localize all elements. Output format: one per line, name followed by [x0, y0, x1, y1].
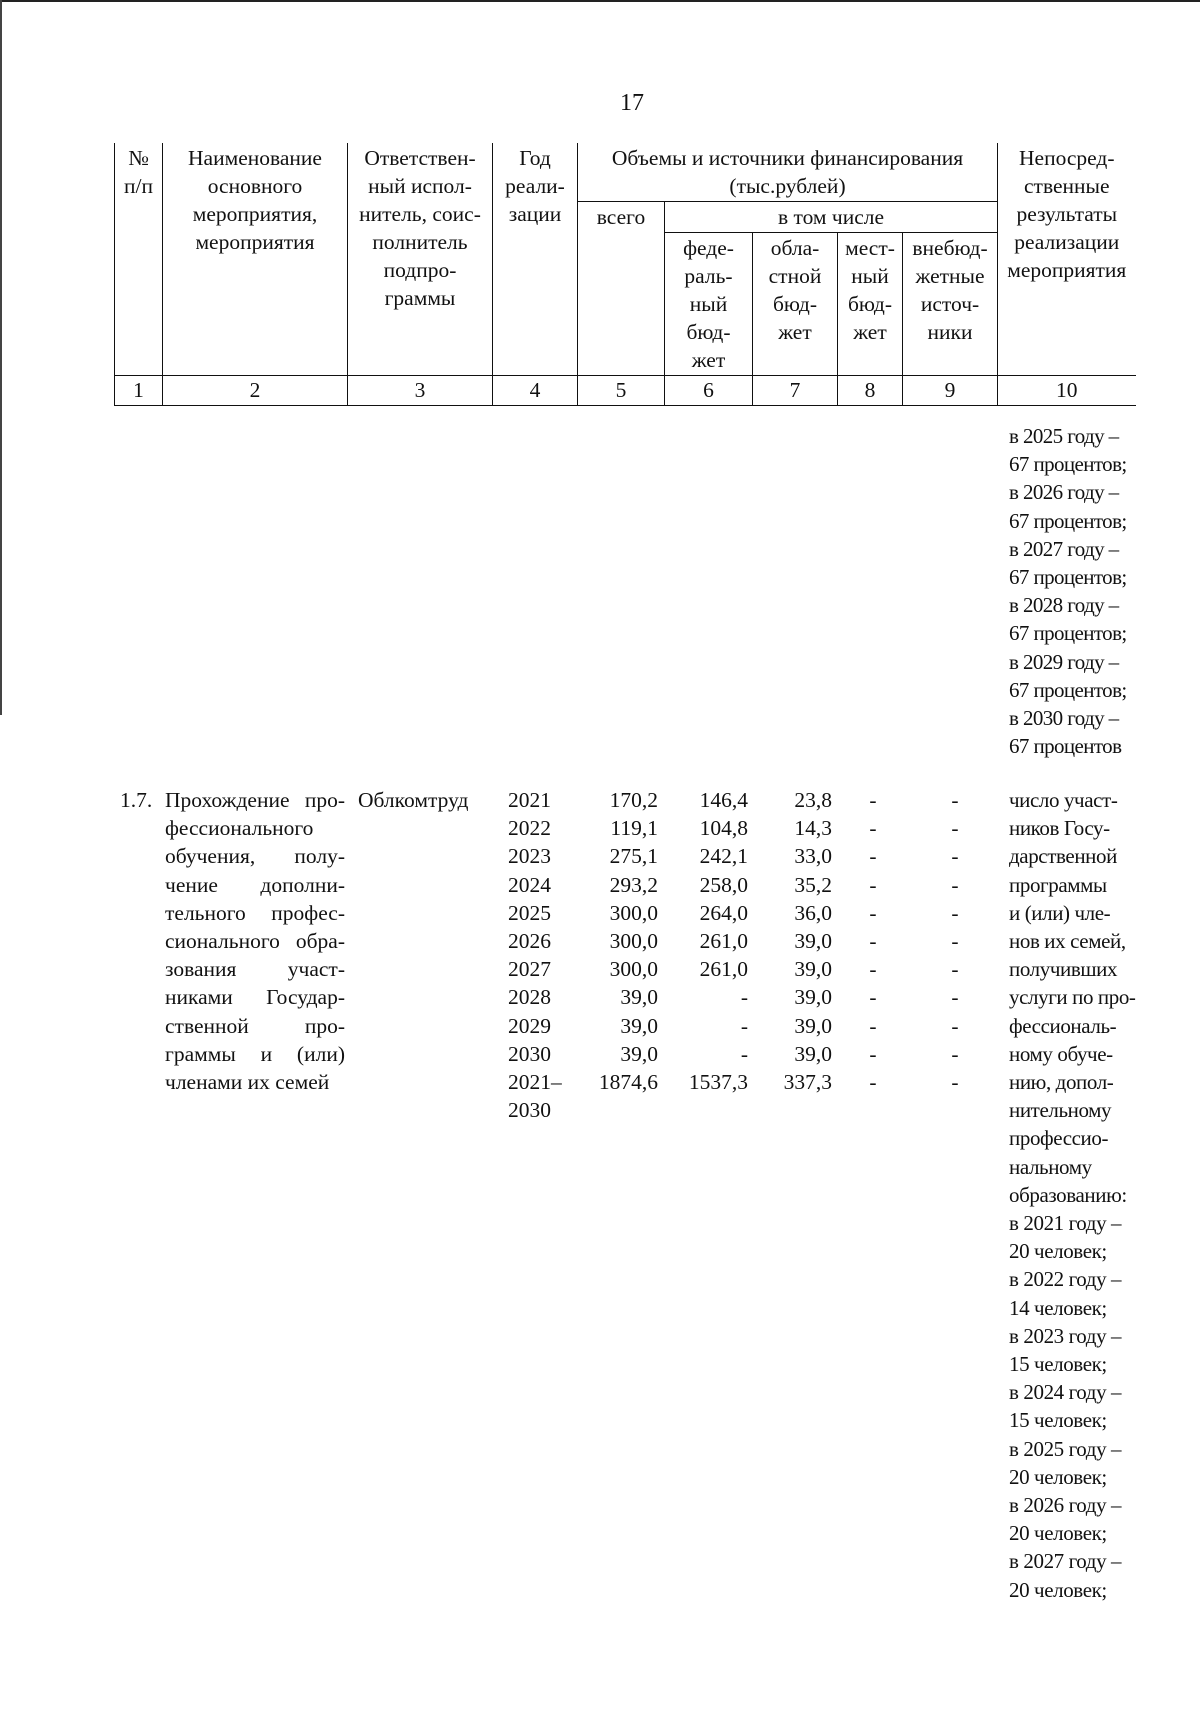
text-line: ный — [689, 292, 728, 316]
text-line: программы — [1009, 872, 1107, 897]
header-name — [163, 143, 348, 376]
text-line: нов их семей, — [1009, 929, 1126, 954]
text-line: ственные — [1024, 174, 1110, 198]
text-line: в 2026 году – — [1009, 480, 1119, 505]
text-line: - — [740, 1013, 748, 1038]
text-line: реализации — [1014, 230, 1120, 254]
text-line: обла- — [770, 236, 820, 260]
text-line: - — [951, 844, 959, 869]
text-line: в 2028 году – — [1009, 593, 1119, 618]
text-line: ников Госу- — [1009, 816, 1110, 841]
text-line: 337,3 — [783, 1070, 832, 1095]
text-line: 67 процентов; — [1009, 508, 1127, 533]
text-line: 39,0 — [620, 985, 658, 1010]
col-number-2: 2 — [163, 376, 348, 406]
text-line: 242,1 — [699, 844, 748, 869]
text-line: полнитель — [372, 230, 468, 254]
text-line: нию, допол- — [1009, 1070, 1114, 1095]
text-line: 293,2 — [609, 872, 658, 897]
text-line: 2030 — [508, 1098, 551, 1123]
text-line: 258,0 — [699, 872, 748, 897]
header-local — [838, 233, 903, 376]
text-line: Прохождение про- — [165, 788, 345, 812]
text-line: 39,0 — [620, 1041, 658, 1066]
text-line: образованию: — [1009, 1182, 1127, 1207]
text-line: мероприятия — [1007, 258, 1127, 282]
text-line: Год — [519, 146, 551, 170]
text-line: 300,0 — [609, 900, 658, 925]
header-column-numbers — [115, 376, 1136, 406]
text-line: 261,0 — [699, 929, 748, 954]
text-line: мероприятия — [195, 230, 315, 254]
continuation-results — [1009, 422, 1139, 760]
text-line: - — [951, 929, 959, 954]
text-line: 20 человек; — [1009, 1521, 1107, 1546]
text-line: в 2027 году – — [1009, 536, 1119, 561]
text-line: 39,0 — [794, 1041, 832, 1066]
text-line: № — [128, 146, 149, 170]
text-line: граммы — [384, 286, 456, 310]
text-line: результаты — [1016, 202, 1118, 226]
header-federal — [665, 233, 753, 376]
text-line: 2027 — [508, 957, 551, 982]
text-line: 33,0 — [794, 844, 832, 869]
text-line: чение дополни- — [165, 872, 345, 897]
text-line: в 2030 году – — [1009, 706, 1119, 731]
text-line: 39,0 — [794, 1013, 832, 1038]
page-top-edge — [0, 0, 1200, 2]
text-line: в 2027 году – — [1009, 1549, 1122, 1574]
text-line: обучения, полу- — [165, 844, 345, 869]
text-line: 67 процентов; — [1009, 452, 1127, 477]
text-line: в 2022 году – — [1009, 1267, 1122, 1292]
text-line: получивших — [1009, 957, 1118, 982]
text-line: - — [869, 872, 877, 897]
row-local — [860, 786, 886, 1096]
text-line: 14 человек; — [1009, 1295, 1107, 1320]
page-number: 17 — [620, 90, 644, 116]
text-line: 170,2 — [609, 788, 658, 812]
col-number-9: 9 — [903, 376, 998, 406]
text-line: реали- — [505, 174, 565, 198]
text-line: - — [951, 816, 959, 841]
row-total — [588, 786, 658, 1096]
text-line: в 2025 году – — [1009, 1436, 1122, 1461]
text-line: - — [869, 929, 877, 954]
text-line: ники — [927, 320, 973, 344]
header-table — [114, 143, 1136, 406]
text-line: - — [951, 900, 959, 925]
text-line: 1874,6 — [598, 1070, 658, 1095]
col-number-3: 3 — [348, 376, 493, 406]
text-line: 20 человек; — [1009, 1239, 1107, 1264]
text-line: жет — [853, 320, 887, 344]
text-line: феде- — [683, 236, 734, 260]
text-line: - — [951, 1013, 959, 1038]
text-line: бюд- — [686, 320, 731, 344]
text-line: - — [869, 788, 877, 812]
text-line: 300,0 — [609, 957, 658, 982]
text-line: 20 человек; — [1009, 1577, 1107, 1602]
text-line: 275,1 — [609, 844, 658, 869]
text-line: 2023 — [508, 844, 551, 869]
text-line: ный испол- — [368, 174, 472, 198]
header-year — [493, 143, 578, 376]
text-line: 36,0 — [794, 900, 832, 925]
text-line: жет — [691, 348, 726, 372]
text-line: 2026 — [508, 929, 551, 954]
col-number-5: 5 — [578, 376, 665, 406]
text-line: (тыс.рублей) — [729, 174, 846, 198]
header-extrabudget — [903, 233, 998, 376]
text-line: раль- — [684, 264, 733, 288]
row-responsible: Облкомтруд — [358, 788, 469, 812]
text-line: 15 человек; — [1009, 1408, 1107, 1433]
text-line: 67 процентов; — [1009, 621, 1127, 646]
text-line: - — [869, 900, 877, 925]
text-line: - — [951, 788, 959, 812]
text-line: бюд- — [772, 292, 817, 316]
row-results — [1009, 786, 1137, 1604]
text-line: 1537,3 — [688, 1070, 748, 1095]
text-line: - — [869, 844, 877, 869]
text-line: сионального обра- — [165, 929, 345, 954]
text-line: 14,3 — [794, 816, 832, 841]
text-line: 146,4 — [699, 788, 748, 812]
text-line: жетные — [915, 264, 985, 288]
text-line: в 2025 году – — [1009, 424, 1119, 448]
text-line: и (или) чле- — [1009, 900, 1111, 925]
text-line: 300,0 — [609, 929, 658, 954]
text-line: - — [951, 872, 959, 897]
header-total: всего — [578, 202, 665, 376]
text-line: ный — [851, 264, 889, 288]
text-line: тельного профес- — [165, 900, 345, 925]
text-line: Объемы и источники финансирования — [611, 146, 964, 170]
text-line: 67 процентов; — [1009, 677, 1127, 702]
col-number-10: 10 — [998, 376, 1136, 406]
text-line: п/п — [124, 174, 153, 198]
text-line: 15 человек; — [1009, 1352, 1107, 1377]
text-line: - — [740, 1041, 748, 1066]
row-number: 1.7. — [120, 788, 153, 812]
text-line: зации — [508, 202, 562, 226]
text-line: - — [869, 985, 877, 1010]
text-line: нитель, соис- — [359, 202, 481, 226]
text-line: фессиональ- — [1009, 1013, 1117, 1038]
text-line: источ- — [920, 292, 980, 316]
text-line: дарственной — [1009, 844, 1117, 869]
text-line: - — [740, 985, 748, 1010]
text-line: ному обуче- — [1009, 1041, 1113, 1066]
text-line: граммы и (или) — [165, 1041, 345, 1066]
text-line: 39,0 — [794, 957, 832, 982]
text-line: в 2029 году – — [1009, 649, 1119, 674]
header-including: в том числе — [665, 202, 998, 233]
text-line: 2024 — [508, 872, 551, 897]
text-line: - — [869, 1070, 877, 1095]
text-line: членами их семей — [165, 1070, 330, 1095]
row-federal — [676, 786, 748, 1096]
header-regional — [753, 233, 838, 376]
text-line: ственной про- — [165, 1013, 345, 1038]
text-line: 39,0 — [794, 929, 832, 954]
text-line: 119,1 — [610, 816, 658, 841]
text-line: 2021– — [508, 1070, 562, 1095]
text-line: - — [951, 1070, 959, 1095]
text-line: Ответствен- — [364, 146, 476, 170]
row-years — [508, 786, 568, 1124]
text-line: - — [869, 1013, 877, 1038]
row-regional — [760, 786, 832, 1096]
text-line: - — [951, 985, 959, 1010]
col-number-4: 4 — [493, 376, 578, 406]
text-line: основного — [207, 174, 303, 198]
text-line: 2028 — [508, 985, 551, 1010]
text-line: зования участ- — [165, 957, 345, 982]
text-line: стной — [768, 264, 822, 288]
text-line: мест- — [845, 236, 895, 260]
col-number-7: 7 — [753, 376, 838, 406]
text-line: 39,0 — [620, 1013, 658, 1038]
text-line: в 2026 году – — [1009, 1493, 1122, 1518]
text-line: 2025 — [508, 900, 551, 925]
text-line: 264,0 — [699, 900, 748, 925]
text-line: внебюд- — [912, 236, 988, 260]
text-line: 2022 — [508, 816, 551, 841]
text-line: Наименование — [188, 146, 322, 170]
row-name — [165, 786, 345, 1096]
col-number-6: 6 — [665, 376, 753, 406]
text-line: никами Государ- — [165, 985, 345, 1010]
text-line: - — [869, 816, 877, 841]
header-num — [115, 143, 163, 376]
text-line: 39,0 — [794, 985, 832, 1010]
text-line: число участ- — [1009, 788, 1118, 812]
text-line: жет — [778, 320, 812, 344]
text-line: фессионального — [165, 816, 314, 841]
text-line: - — [869, 957, 877, 982]
col-number-1: 1 — [115, 376, 163, 406]
text-line: нительному — [1009, 1098, 1112, 1123]
text-line: мероприятия, — [192, 202, 318, 226]
text-line: 35,2 — [794, 872, 832, 897]
text-line: - — [951, 1041, 959, 1066]
text-line: бюд- — [847, 292, 892, 316]
row-extrabudget — [942, 786, 968, 1096]
text-line: профессио- — [1009, 1126, 1109, 1151]
text-line: 20 человек; — [1009, 1464, 1107, 1489]
text-line: 67 процентов — [1009, 734, 1122, 759]
text-line: 2029 — [508, 1013, 551, 1038]
text-line: 104,8 — [699, 816, 748, 841]
text-line: 67 процентов; — [1009, 565, 1127, 590]
text-line: - — [951, 957, 959, 982]
text-line: в 2021 году – — [1009, 1211, 1122, 1236]
text-line: 261,0 — [699, 957, 748, 982]
header-results — [998, 143, 1136, 376]
text-line: в 2024 году – — [1009, 1380, 1122, 1405]
text-line: услуги по про- — [1009, 985, 1136, 1010]
text-line: 2030 — [508, 1041, 551, 1066]
header-responsible — [348, 143, 493, 376]
text-line: подпро- — [383, 258, 457, 282]
header-financing — [578, 143, 998, 202]
text-line: - — [869, 1041, 877, 1066]
text-line: Непосред- — [1019, 146, 1115, 170]
col-number-8: 8 — [838, 376, 903, 406]
text-line: нальному — [1009, 1154, 1092, 1179]
text-line: 23,8 — [794, 788, 832, 812]
text-line: 2021 — [508, 788, 551, 812]
text-line: в 2023 году – — [1009, 1323, 1122, 1348]
